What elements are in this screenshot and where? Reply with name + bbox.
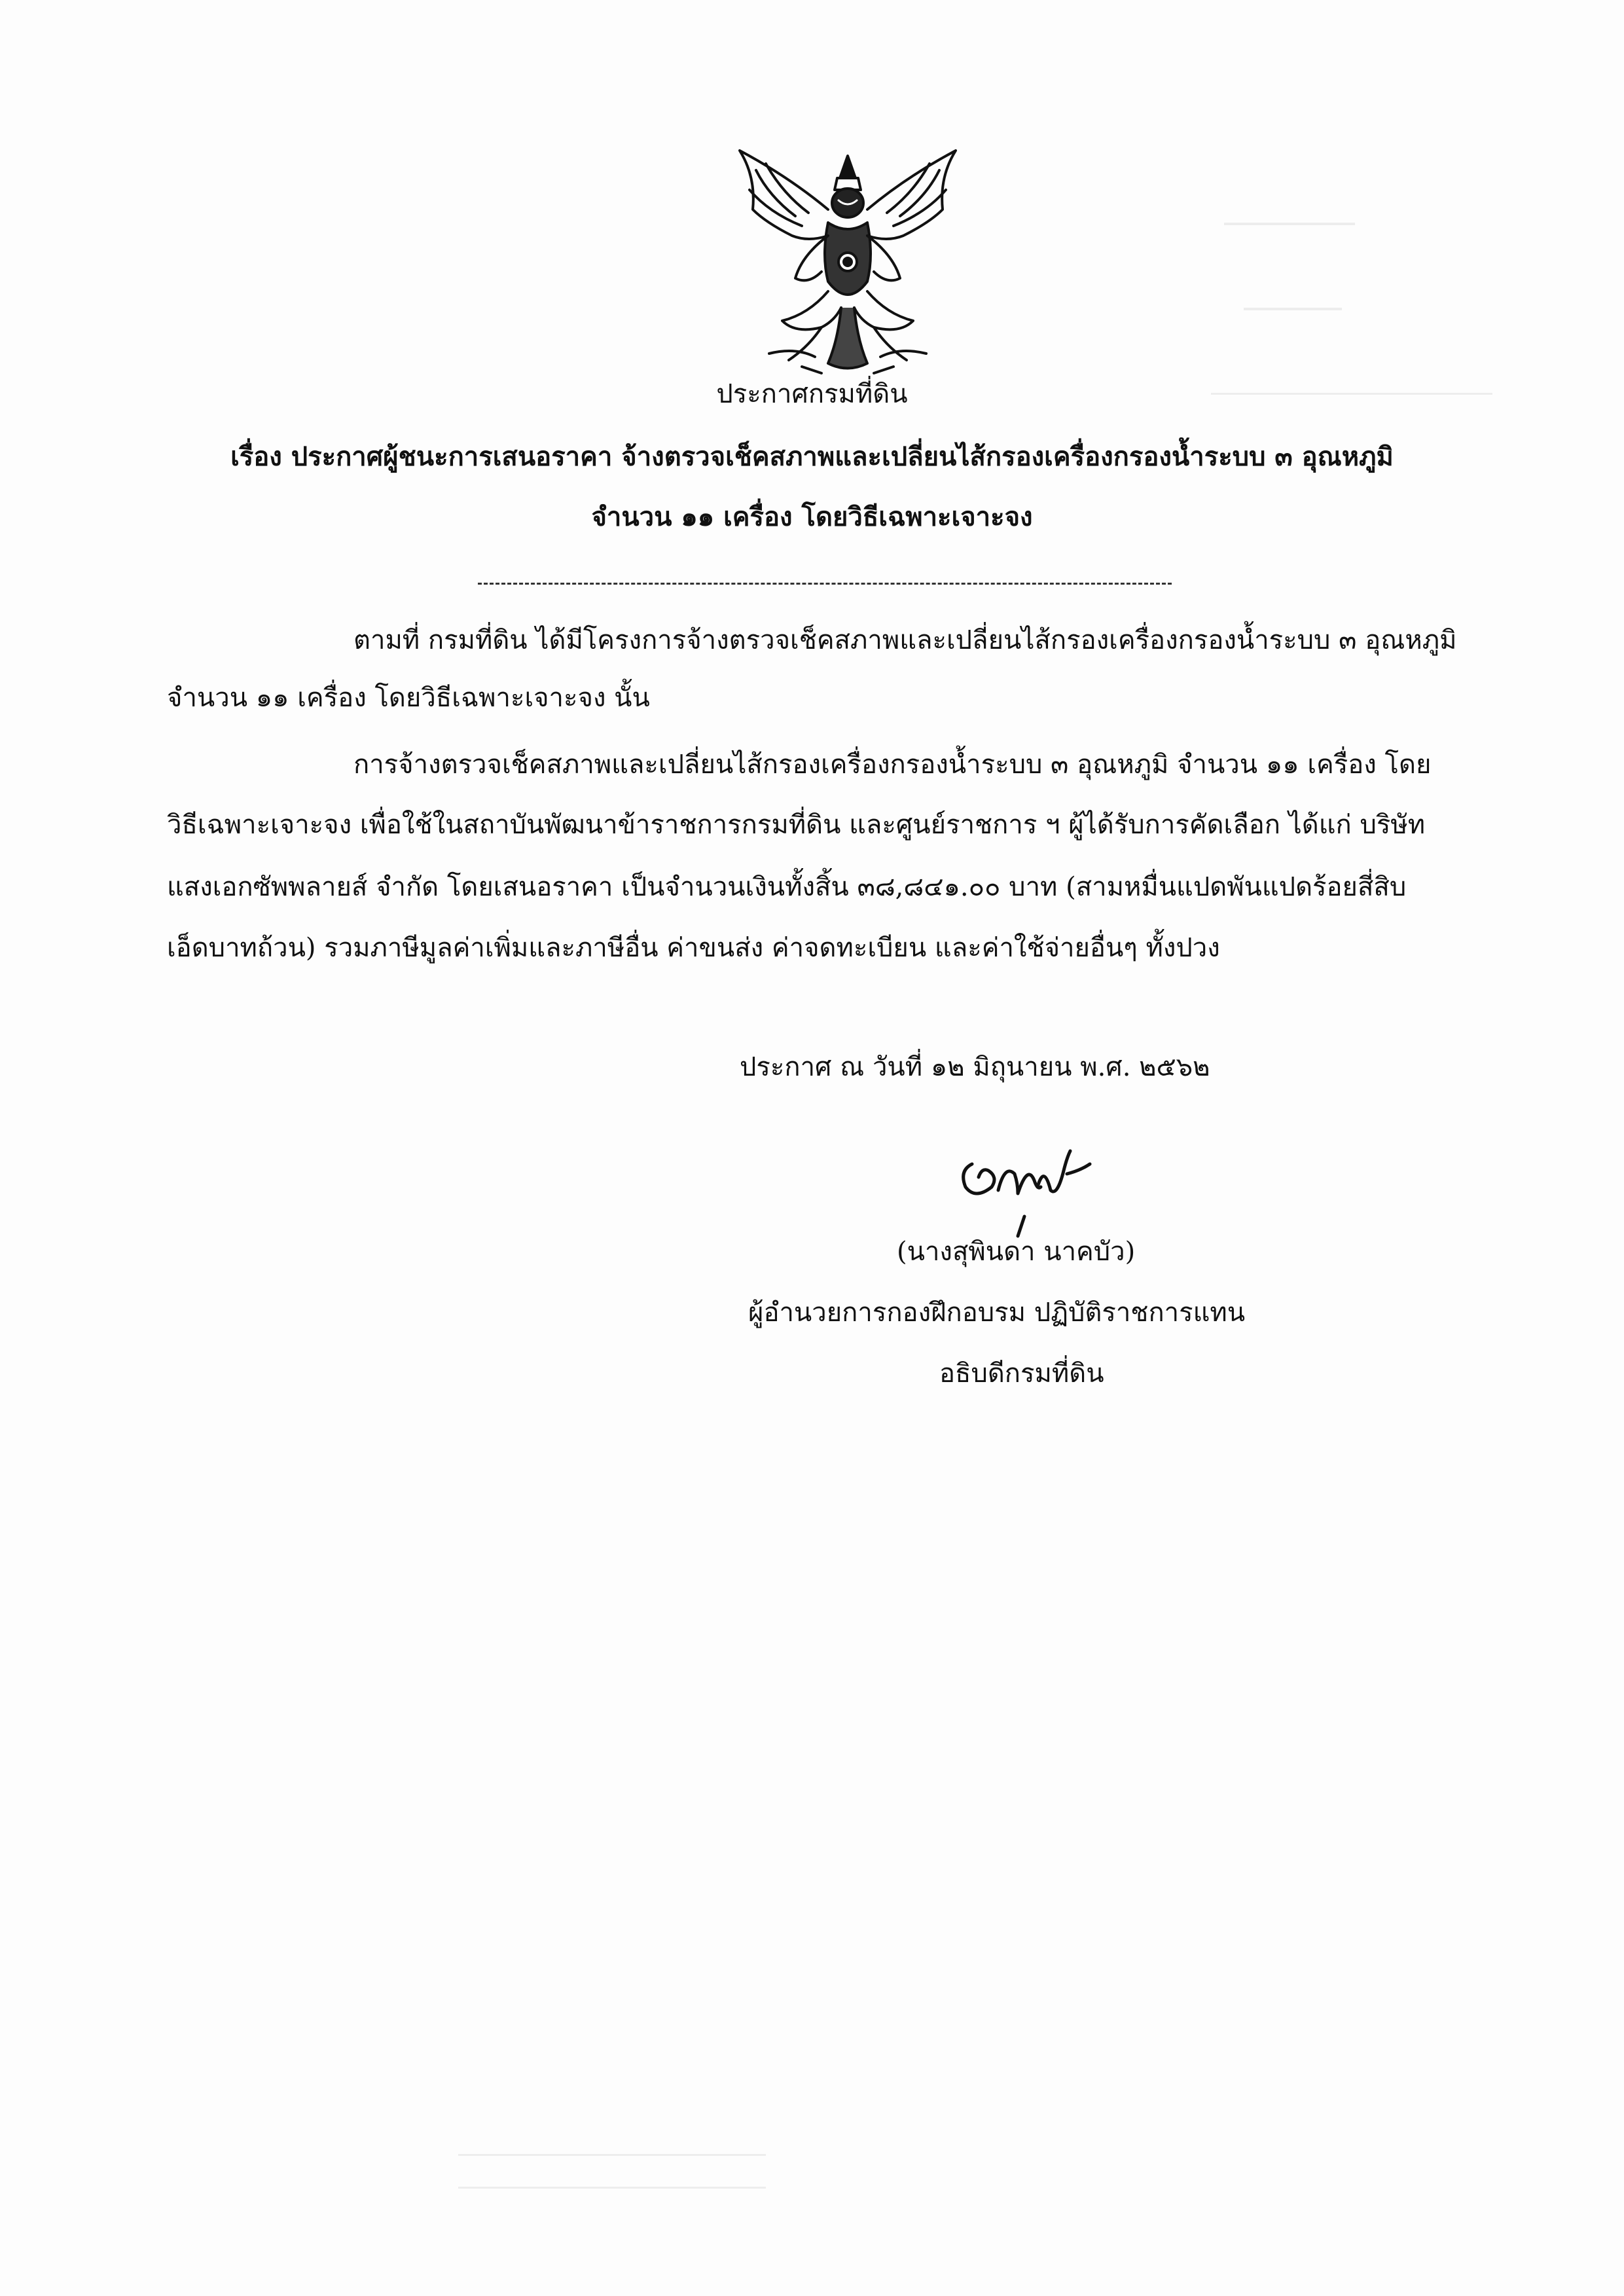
subject-line: จำนวน ๑๑ เครื่อง โดยวิธีเฉพาะเจาะจง (591, 501, 1033, 532)
signatory-position: ผู้อำนวยการกองฝึกอบรม ปฏิบัติราชการแทน (748, 1298, 1246, 1328)
body-line: แสงเอกซัพพลายส์ จำกัด โดยเสนอราคา เป็นจำนวนเงินทั้งสิ้น ๓๘,๘๔๑.๐๐ บาท (สามหมื่นแปดพันแปดร้อยสี่สิบ (167, 872, 1407, 902)
dashed-divider (478, 583, 1172, 585)
scan-artifact (1244, 308, 1342, 310)
scan-artifact (458, 2154, 766, 2156)
body-line: จำนวน ๑๑ เครื่อง โดยวิธีเฉพาะเจาะจง นั้น (167, 683, 650, 713)
document-heading: ประกาศกรมที่ดิน (716, 379, 908, 409)
scan-artifact (458, 2187, 766, 2189)
announcement-date: ประกาศ ณ วันที่ ๑๒ มิถุนายน พ.ศ. ๒๕๖๒ (740, 1052, 1210, 1082)
handwritten-signature-icon (952, 1125, 1110, 1243)
subject-line: เรื่อง ประกาศผู้ชนะการเสนอราคา จ้างตรวจเช็คสภาพและเปลี่ยนไส้กรองเครื่องกรองน้ำระบบ ๓ อุณหภูมิ (230, 441, 1394, 472)
scan-artifact (1224, 223, 1355, 225)
body-line: การจ้างตรวจเช็คสภาพและเปลี่ยนไส้กรองเครื่องกรองน้ำระบบ ๓ อุณหภูมิ จำนวน ๑๑ เครื่อง โดย (353, 750, 1432, 780)
signatory-name: (นางสุพินดา นาคบัว) (897, 1237, 1136, 1267)
body-line: ตามที่ กรมที่ดิน ได้มีโครงการจ้างตรวจเช็คสภาพและเปลี่ยนไส้กรองเครื่องกรองน้ำระบบ ๓ อุณหภูมิ (353, 625, 1457, 655)
signatory-position: อธิบดีกรมที่ดิน (939, 1358, 1104, 1389)
body-line: เอ็ดบาทถ้วน) รวมภาษีมูลค่าเพิ่มและภาษีอื่น ค่าขนส่ง ค่าจดทะเบียน และค่าใช้จ่ายอื่นๆ ทั้งปวง (167, 933, 1220, 963)
garuda-emblem-icon (730, 137, 965, 380)
body-line: วิธีเฉพาะเจาะจง เพื่อใช้ในสถาบันพัฒนาข้าราชการกรมที่ดิน และศูนย์ราชการ ฯ ผู้ได้รับการคัดเลือก ได้แก่ บริษัท (167, 810, 1426, 840)
